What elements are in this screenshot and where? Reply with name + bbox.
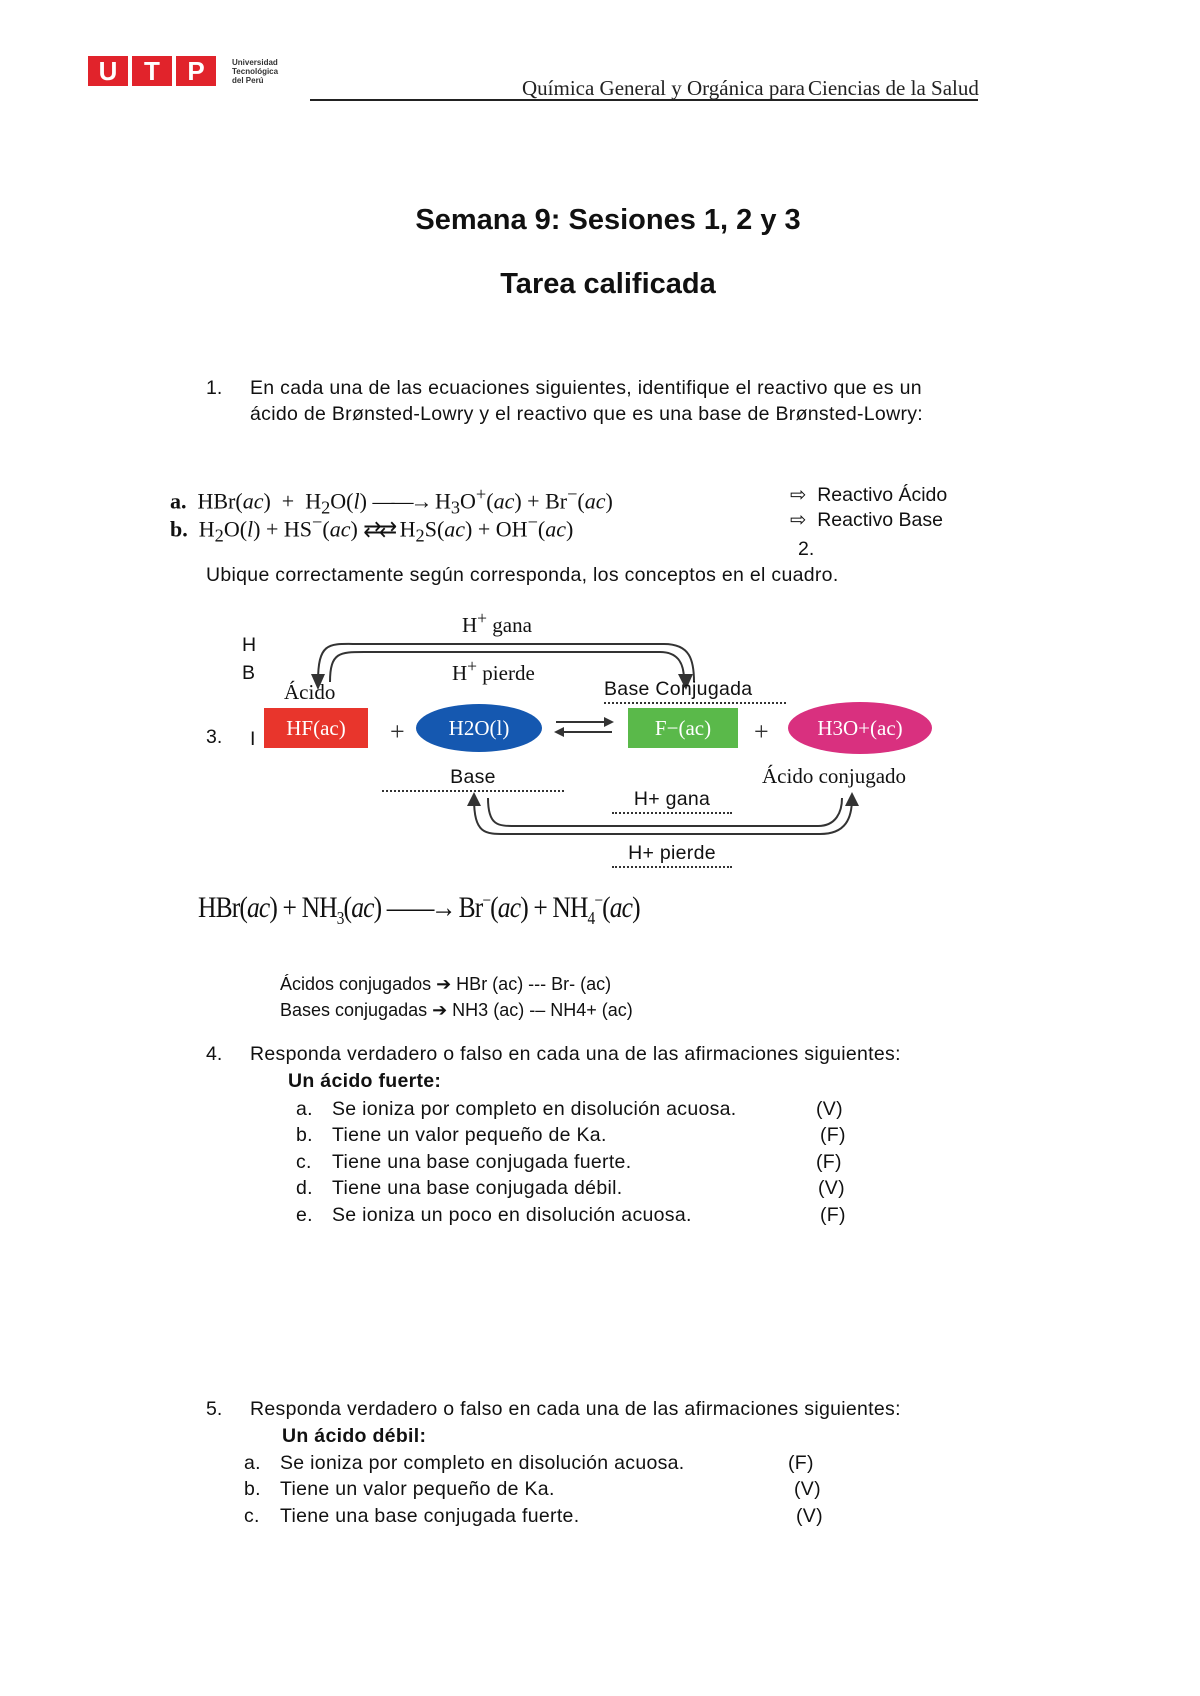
q1-text-line2: ácido de Brønsted-Lowry y el reactivo que es una base de Brønsted-Lowry: (250, 403, 924, 425)
q4-number: 4. (206, 1043, 223, 1065)
q4-item-text: Tiene una base conjugada fuerte. (332, 1151, 632, 1173)
q3-acids: Ácidos conjugados ➔ HBr (ac) --- Br- (ac) (280, 974, 612, 994)
q2-number: 2. (798, 538, 815, 560)
course-name: Química General y Orgánica para (522, 76, 805, 100)
diagram-left-b: B (242, 662, 256, 684)
fill-base: Base (382, 764, 564, 792)
equation-a: a. $HBr(ac) + H_2O(l)$ ——→ $H_3O^+(ac) + Br^-(ac)$ (170, 484, 613, 518)
q4-text: Responda verdadero o falso en cada una de las afirmaciones siguientes: (250, 1043, 901, 1065)
lose-text: pierde (482, 661, 535, 685)
logo-text-line: del Perú (232, 76, 264, 85)
q5-item-letter: b. (244, 1478, 261, 1500)
plus-sign: + (754, 717, 769, 746)
q4-item-text: Se ioniza un poco en disolución acuosa. (332, 1204, 692, 1226)
diagram-stray-i: I (250, 728, 256, 750)
f-box: F−(ac) (628, 708, 738, 748)
answer-acid-text: Reactivo Ácido (817, 484, 948, 506)
logo-text-line: Tecnológica (232, 67, 279, 76)
logo-letter-u: U (88, 56, 128, 86)
q5-item-letter: a. (244, 1452, 261, 1474)
logo-letter-p: P (176, 56, 216, 86)
arrow-right-icon: ⇨ (790, 509, 807, 531)
equation-q3: $HBr(ac) + NH_3(ac)$ ——→ $Br^-(ac) + NH_4^-(ac)$ (198, 890, 640, 928)
h3o-ellipse: H3O+(ac) (788, 702, 932, 754)
gain-text: gana (492, 613, 532, 637)
diagram-top-gain: H+ gana (462, 608, 532, 637)
diagram-acid-label: Ácido (284, 680, 336, 704)
page-subtitle: Tarea calificada (500, 268, 716, 300)
q4-item-letter: e. (296, 1204, 313, 1226)
q4-item-answer: (V) (816, 1098, 843, 1120)
arrow-right-icon: ⇨ (790, 484, 807, 506)
fill-base-conjugada: Base Conjugada (604, 676, 786, 704)
q5-item-answer: (V) (796, 1505, 823, 1527)
q4-item-letter: c. (296, 1151, 312, 1173)
q4-heading: Un ácido fuerte: (288, 1070, 442, 1092)
q3-bases: Bases conjugadas ➔ NH3 (ac) -– NH4+ (ac) (280, 1000, 633, 1020)
arrow-up-icon (467, 792, 481, 806)
q4-item-text: Se ioniza por completo en disolución acuosa. (332, 1098, 737, 1120)
q4-item-answer: (V) (818, 1177, 845, 1199)
q5-item-letter: c. (244, 1505, 260, 1527)
diagram-conj-acid: Ácido conjugado (762, 764, 907, 788)
q3-number: 3. (206, 726, 223, 748)
page-title: Semana 9: Sesiones 1, 2 y 3 (415, 204, 801, 236)
q5-item-text: Tiene una base conjugada fuerte. (280, 1505, 580, 1527)
answer-base-text: Reactivo Base (817, 509, 943, 531)
h2o-ellipse: H2O(l) (416, 704, 542, 752)
fill-lose: H+ pierde (612, 840, 732, 868)
q4-item-answer: (F) (820, 1124, 846, 1146)
arrow-up-icon (845, 792, 859, 806)
logo-letter-t: T (132, 56, 172, 86)
q4-item-letter: b. (296, 1124, 313, 1146)
diagram-left-h: H (242, 634, 257, 656)
q5-item-text: Tiene un valor pequeño de Ka. (280, 1478, 555, 1500)
diagram-top-lose: H+ pierde (452, 656, 535, 685)
q4-item-answer: (F) (820, 1204, 846, 1226)
plus-sign: + (390, 717, 405, 746)
faculty-name: Ciencias de la Salud (808, 76, 979, 100)
logo-text-line: Universidad (232, 58, 278, 67)
q4-item-letter: d. (296, 1177, 313, 1199)
fill-gain: H+ gana (612, 786, 732, 814)
arrow-left-icon (554, 727, 564, 737)
equation-b-label: b. (170, 516, 188, 542)
q5-item-answer: (V) (794, 1478, 821, 1500)
q4-item-answer: (F) (816, 1151, 842, 1173)
q5-number: 5. (206, 1398, 223, 1420)
q4-item-text: Tiene un valor pequeño de Ka. (332, 1124, 607, 1146)
q5-text: Responda verdadero o falso en cada una de las afirmaciones siguientes: (250, 1398, 901, 1420)
q5-item-text: Se ioniza por completo en disolución acuosa. (280, 1452, 685, 1474)
q1-number: 1. (206, 377, 223, 399)
hf-box: HF(ac) (264, 708, 368, 748)
q4-item-text: Tiene una base conjugada débil. (332, 1177, 623, 1199)
q5-item-answer: (F) (788, 1452, 814, 1474)
q4-item-letter: a. (296, 1098, 313, 1120)
q5-heading: Un ácido débil: (282, 1425, 427, 1447)
q2-text: Ubique correctamente según corresponda, los conceptos en el cuadro. (206, 564, 839, 586)
arrow-right-icon (604, 717, 614, 727)
equation-b: b. $H_2O(l) + HS^-(ac)$ ⇄⇄ $H_2S(ac) + OH^-(ac)$ (170, 512, 574, 546)
equation-a-label: a. (170, 488, 187, 514)
q1-text-line1: En cada una de las ecuaciones siguientes, identifique el reactivo que es un (250, 377, 922, 399)
